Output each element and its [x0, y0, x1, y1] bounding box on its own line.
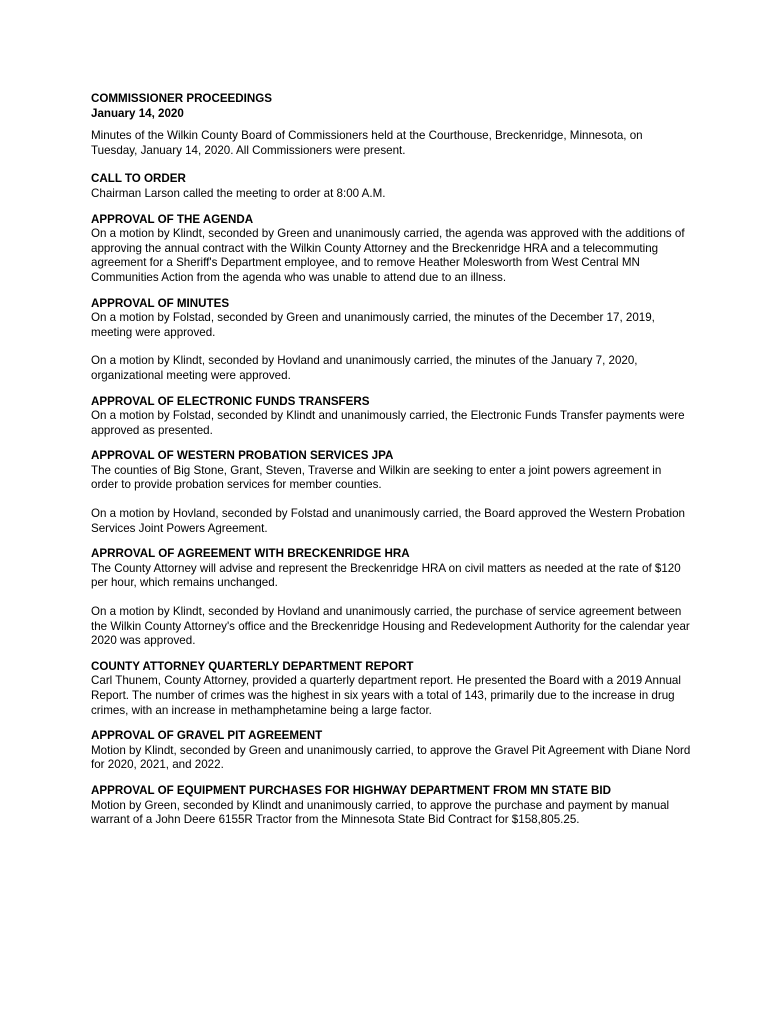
section-heading: APPROVAL OF WESTERN PROBATION SERVICES JPA: [91, 449, 394, 463]
section-paragraph: On a motion by Folstad, seconded by Green and unanimously carried, the minutes of the December 17, 2019, meeting were approved.: [91, 311, 655, 339]
section-paragraph: On a motion by Klindt, seconded by Hovland and unanimously carried, the purchase of service agreement between the Wilkin County Attorney's office and the Breckenridge Housing and Redevelopment Authority for the calendar year 2020 was approved.: [91, 605, 690, 648]
section: [91, 660, 691, 718]
section-heading: CALL TO ORDER: [91, 172, 186, 186]
section: [91, 449, 691, 536]
section: [91, 213, 691, 286]
section-heading: APPROVAL OF GRAVEL PIT AGREEMENT: [91, 729, 323, 743]
section: [91, 297, 691, 384]
section-paragraph: Carl Thunem, County Attorney, provided a quarterly department report. He presented the Board with a 2019 Annual Report. The number of crimes was the highest in six years with a total of 143, primarily due to the increase in drug crimes, with an increase in methamphetamine being a large factor.: [91, 674, 681, 717]
section-paragraph: The counties of Big Stone, Grant, Steven, Traverse and Wilkin are seeking to enter a joint powers agreement in order to provide probation services for member counties.: [91, 463, 662, 492]
section-heading: APRROVAL OF AGREEMENT WITH BRECKENRIDGE HRA: [91, 547, 410, 561]
intro-paragraph: Minutes of the Wilkin County Board of Commissioners held at the Courthouse, Breckenridge, Minnesota, on Tuesday, January 14, 2020. All Commissioners were present.: [91, 129, 643, 157]
section: [91, 547, 691, 649]
section-heading: APPROVAL OF MINUTES: [91, 296, 230, 310]
document-date: January 14, 2020: [91, 106, 184, 120]
section-heading: APPROVAL OF ELECTRONIC FUNDS TRANSFERS: [91, 394, 370, 408]
document-header: [91, 92, 691, 121]
document-page: [91, 92, 691, 839]
section-heading: APPROVAL OF EQUIPMENT PURCHASES FOR HIGHWAY DEPARTMENT FROM MN STATE BID: [91, 783, 612, 797]
section-heading: APPROVAL OF THE AGENDA: [91, 212, 254, 226]
sections-container: [91, 172, 691, 827]
section: [91, 172, 691, 201]
section-heading: COUNTY ATTORNEY QUARTERLY DEPARTMENT REPORT: [91, 659, 414, 673]
section: [91, 784, 691, 828]
section-paragraph: On a motion by Folstad, seconded by Klindt and unanimously carried, the Electronic Funds Transfer payments were approved as presented.: [91, 409, 685, 437]
section: [91, 395, 691, 439]
section-paragraph: Motion by Green, seconded by Klindt and unanimously carried, to approve the purchase and payment by manual warrant of a John Deere 6155R Tractor from the Minnesota State Bid Contract for $158,805.25.: [91, 798, 670, 827]
section-paragraph: Chairman Larson called the meeting to order at 8:00 A.M.: [91, 186, 386, 200]
section-paragraph: The County Attorney will advise and represent the Breckenridge HRA on civil matters as needed at the rate of $120 per hour, which remains unchanged.: [91, 561, 681, 590]
section-paragraph: On a motion by Klindt, seconded by Green and unanimously carried, the agenda was approved with the additions of approving the annual contract with the Wilkin County Attorney and the Breckenridge HRA and a telecommuting agreement for a Sheriff's Department employee, and to remove Heather Molesworth from West Central MN Communities Action from the agenda who was unable to attend due to an illness.: [91, 227, 685, 284]
section: [91, 729, 691, 773]
document-title: COMMISSIONER PROCEEDINGS: [91, 92, 273, 105]
section-paragraph: On a motion by Hovland, seconded by Folstad and unanimously carried, the Board approved the Western Probation Services Joint Powers Agreement.: [91, 507, 685, 535]
section-paragraph: On a motion by Klindt, seconded by Hovland and unanimously carried, the minutes of the January 7, 2020, organizational meeting were approved.: [91, 354, 638, 382]
section-paragraph: Motion by Klindt, seconded by Green and unanimously carried, to approve the Gravel Pit Agreement with Diane Nord for 2020, 2021, and 2022.: [91, 743, 691, 772]
